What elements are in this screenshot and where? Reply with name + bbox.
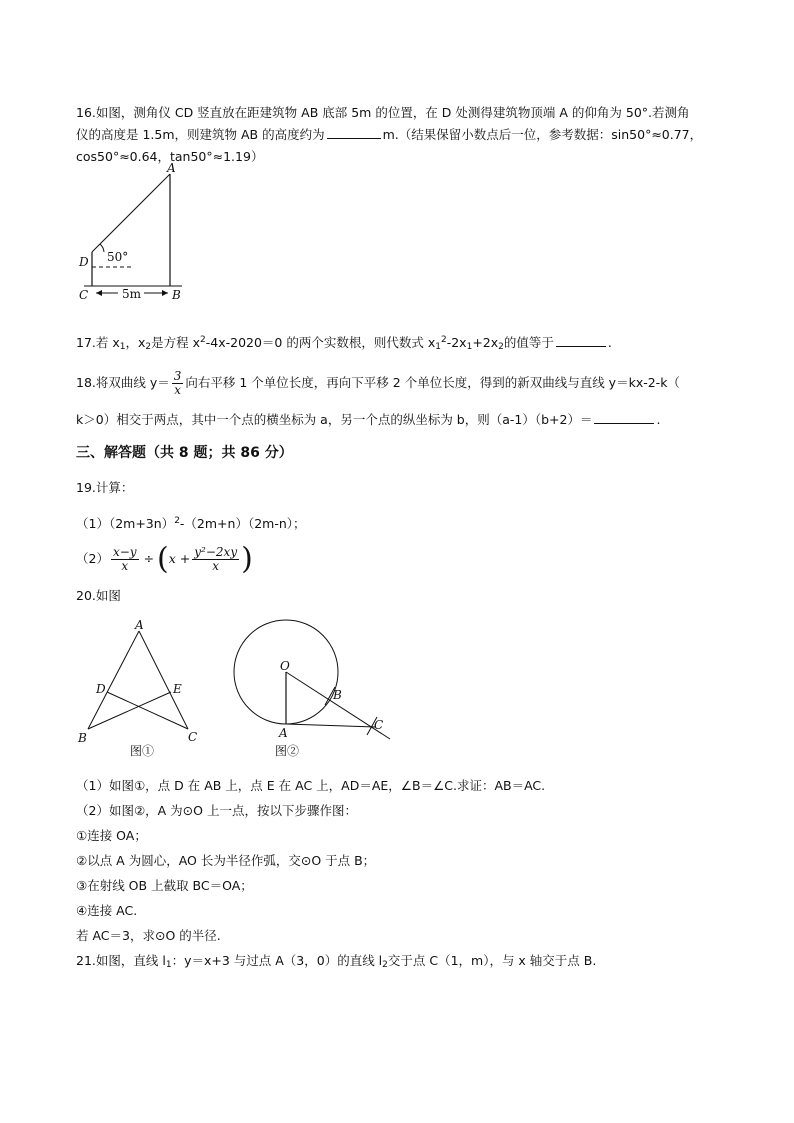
label-C: C [79,288,89,302]
q19-title: 19.计算： [76,480,134,495]
q20-part2: （2）如图②，A 为⊙O 上一点，按以下步骤作图： [76,803,357,818]
q16-line1: 16.如图，测角仪 CD 竖直放在距建筑物 AB 底部 5m 的位置，在 D 处测得建筑物顶端 A 的仰角为 50°.若测角 [76,105,690,120]
answer-blank[interactable] [327,125,381,139]
label-A: A [279,726,288,740]
angle-label: 50° [107,250,129,264]
label-D: D [79,255,89,269]
q20-step4: ④连接 AC. [76,903,138,918]
figure-2-caption: 图② [275,744,300,758]
section-title: 三、解答题（共 8 题；共 86 分） [76,445,293,461]
q20-part1: （1）如图①，点 D 在 AB 上，点 E 在 AC 上，AD＝AE，∠B＝∠C.求证：AB＝AC. [76,778,546,793]
figure-1-caption: 图① [130,744,155,758]
label-A: A [167,161,176,175]
q17-line: 17.若 $x_1$，$x_2$是方程 $x^2-4x-2020=0$ 的两个实数根，则代数式 $x_1^2-2x_1+2x_2$的值等于 . [76,335,612,352]
q20-figure-1 [70,615,210,765]
label-C: C [374,718,384,732]
q19-item1: $(1)(2m+3n)^2-(2m+n)(2m-n)$； [76,516,306,531]
label-B: B [172,288,181,302]
label-B: B [333,688,342,702]
q16-line2: 仪的高度是 1.5m，则建筑物 AB 的高度约为 m.（结果保留小数点后一位，参考数据：sin50°≈0.77， [76,127,703,142]
label-O: O [280,659,290,673]
distance-label: 5m [122,287,142,301]
q20-step2: ②以点 A 为圆心，AO 长为半径作弧，交⊙O 于点 B； [76,853,376,868]
fraction: $\frac{x-y}{x}$ [112,545,137,573]
q20-figure-2 [225,615,405,765]
q20-title: 20.如图 [76,588,121,603]
q16-figure [70,160,200,310]
label-E: E [173,682,182,696]
q20-step1: ①连接 OA； [76,828,147,843]
q20-step3: ③在射线 OB 上截取 BC＝OA； [76,878,253,893]
answer-blank[interactable] [594,410,654,424]
q18-line2: k＞0）相交于两点，其中一个点的横坐标为 a，另一个点的纵坐标为 b，则（a-1）（b+2）＝ . [76,412,661,427]
answer-blank[interactable] [556,333,606,347]
q18-line1: 18.将双曲线 y＝ $\frac{3}{x}$ 向右平移 1 个单位长度，再向下平移 2 个单位长度，得到的新双曲线与直线 y＝kx-2-k（ [76,369,680,397]
fraction: $\frac{3}{x}$ [173,369,182,397]
label-C: C [188,730,198,744]
label-A: A [135,618,144,632]
q21-line: 21.如图，直线 $l_1$：y＝x+3 与过点 A（3，0）的直线 $l_2$交于点 C（1，m），与 x 轴交于点 B. [76,953,597,970]
q19-item2: （2） $\frac{x-y}{x}$ ÷ (x + $\frac{\text{y²−2xy}}{x}$ ) [76,541,253,577]
label-B: B [78,731,87,745]
fraction: $\frac{\text{y²−2xy}}{x}$ [194,545,238,573]
q20-final: 若 AC＝3，求⊙O 的半径. [76,928,221,943]
label-D: D [96,682,106,696]
q16-line3: cos50°≈0.64，tan50°≈1.19） [76,149,264,164]
